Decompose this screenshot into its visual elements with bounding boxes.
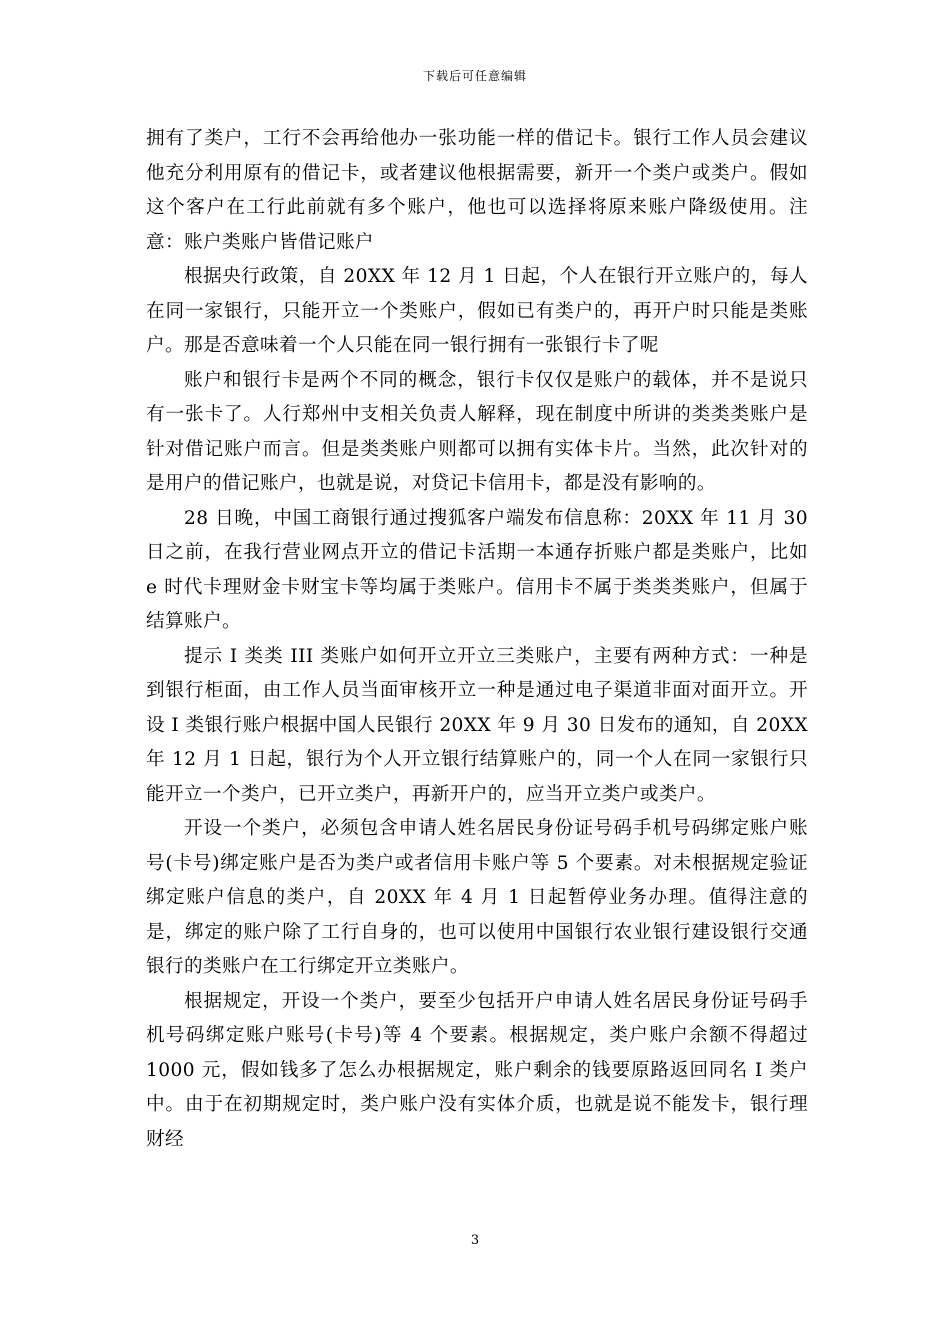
paragraph-2: 根据央行政策，自 20XX 年 12 月 1 日起，个人在银行开立账户的，每人在同一家银行，只能开立一个类账户，假如已有类户的，再开户时只能是类账户。那是否意味着一个人只能在同一银行拥有一张银行卡了呢 [146,266,808,356]
document-body [146,122,808,1157]
page-header: 下载后可任意编辑 [422,69,527,83]
paragraph-5: 提示 I 类类 III 类账户如何开立开立三类账户，主要有两种方式：一种是到银行柜面，由工作人员当面审核开立一种是通过电子渠道非面对面开立。开设 I 类银行账户根据中国人民银行 20XX 年 9 月 30 日发布的通知，自 20XX 年 12 月 1 日起，银行为个人开立银行结算账户的，同一个人在同一家银行只能开立一个类户，已开立类户，再新开户的，应当开立类户或类户。 [146,645,808,805]
page-number: 3 [470,1233,480,1248]
paragraph-7: 根据规定，开设一个类户，要至少包括开户申请人姓名居民身份证号码手机号码绑定账户账号(卡号)等 4 个要素。根据规定，类户账户余额不得超过 1000 元，假如钱多了怎么办根据规定，账户剩余的钱要原路返回同名 I 类户中。由于在初期规定时，类户账户没有实体介质，也就是说不能发卡，银行理财经 [146,990,808,1150]
paragraph-4: 28 日晚，中国工商银行通过搜狐客户端发布信息称：20XX 年 11 月 30 日之前，在我行营业网点开立的借记卡活期一本通存折账户都是类账户，比如 e 时代卡理财金卡财宝卡等均属于类账户。信用卡不属于类类类账户，但属于结算账户。 [146,507,808,632]
paragraph-6: 开设一个类户，必须包含申请人姓名居民身份证号码手机号码绑定账户账号(卡号)绑定账户是否为类户或者信用卡账户等 5 个要素。对未根据规定验证绑定账户信息的类户，自 20XX 年 4 月 1 日起暂停业务办理。值得注意的是，绑定的账户除了工行自身的，也可以使用中国银行农业银行建设银行交通银行的类账户在工行绑定开立类账户。 [146,818,808,977]
paragraph-3: 账户和银行卡是两个不同的概念，银行卡仅仅是账户的载体，并不是说只有一张卡了。人行郑州中支相关负责人解释，现在制度中所讲的类类类账户是针对借记账户而言。但是类类账户则都可以拥有实体卡片。当然，此次针对的是用户的借记账户，也就是说，对贷记卡信用卡，都是没有影响的。 [146,369,808,494]
paragraph-1: 拥有了类户，工行不会再给他办一张功能一样的借记卡。银行工作人员会建议他充分利用原有的借记卡，或者建议他根据需要，新开一个类户或类户。假如这个客户在工行此前就有多个账户，他也可以选择将原来账户降级使用。注意：账户类账户皆借记账户 [146,128,808,253]
